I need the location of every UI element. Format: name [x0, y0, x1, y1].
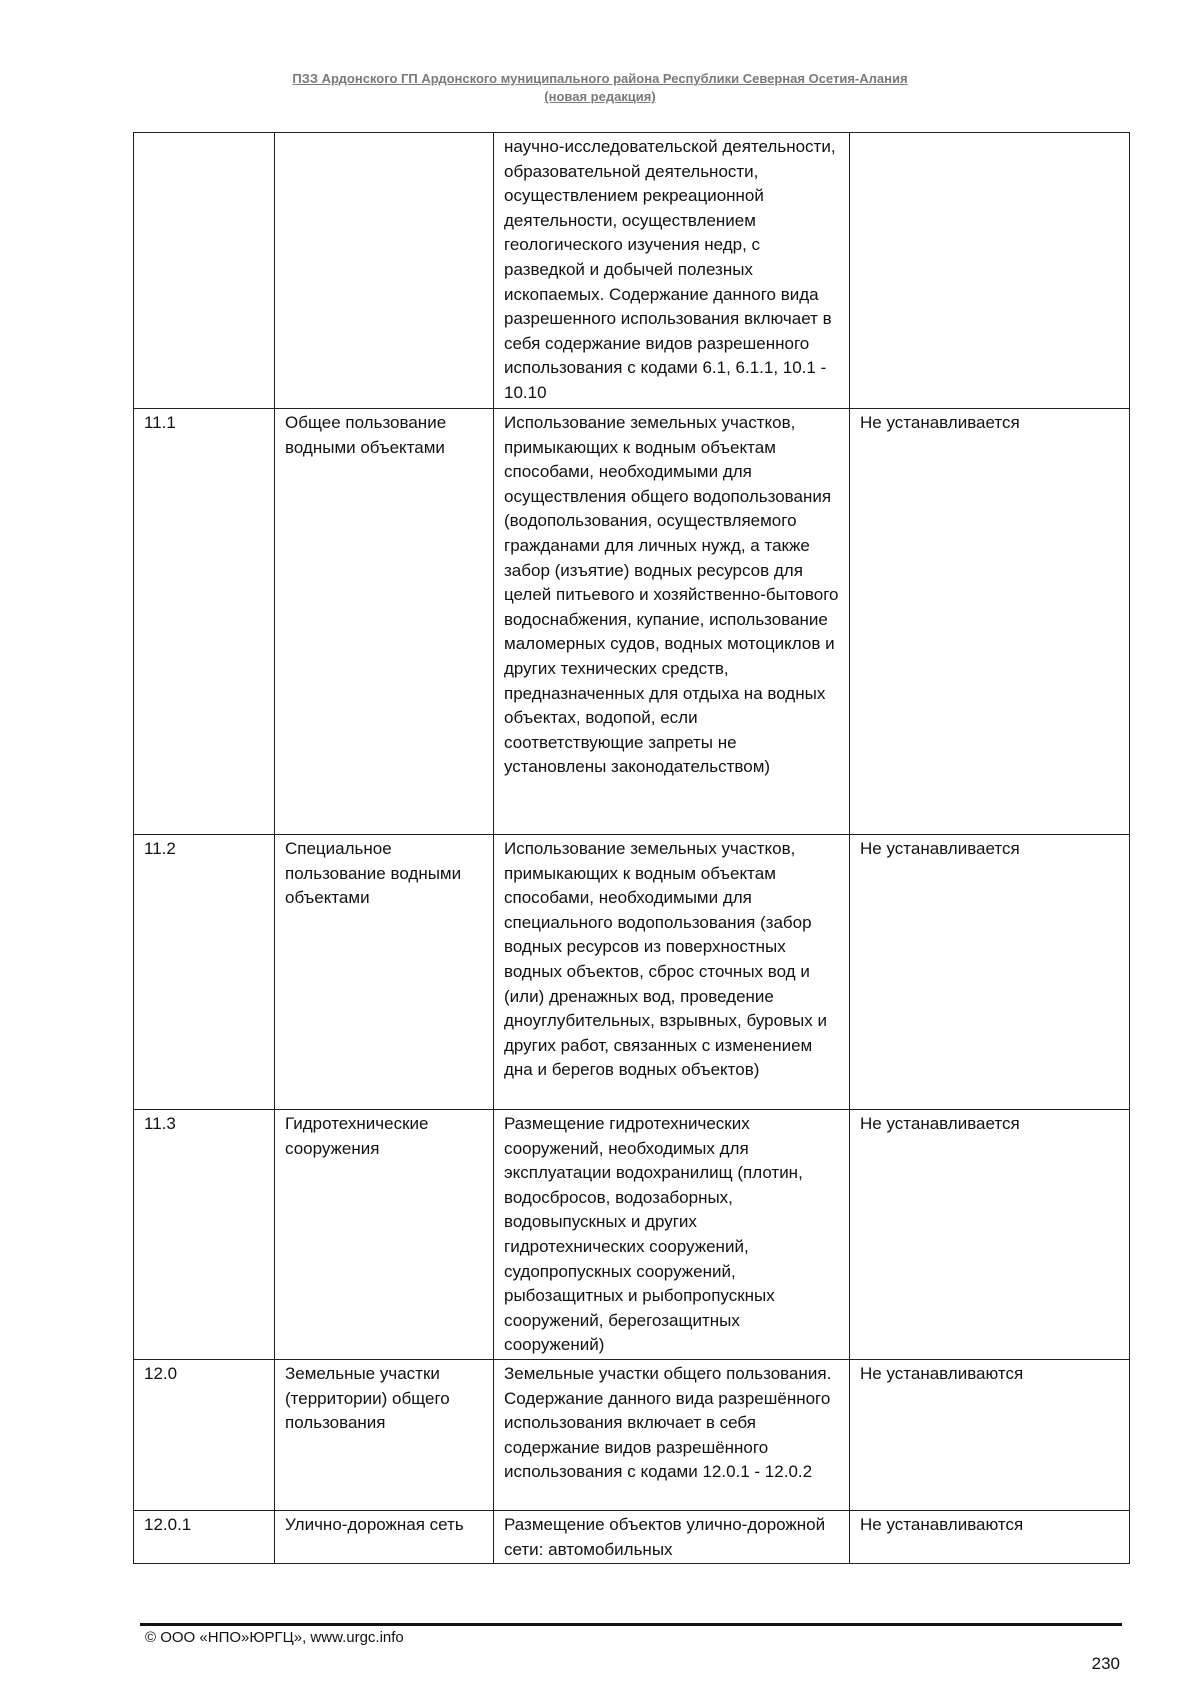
description-cell: Использование земельных участков, примыкающих к водным объектам способами, необходимыми для осуществления общего водопользования (водопользования, осуществляемого гражданами для личных нужд, а также забор (изъятие) водных ресурсов для целей питьевого и хозяйственно-бытового водоснабжения, купание, использование маломерных судов, водных мотоциклов и других технических средств, предназначенных для отдыха на водных объектах, водопой, если соответствующие запреты не установлены законодательством) — [494, 409, 850, 835]
code-cell — [134, 133, 275, 409]
note-cell — [850, 133, 1130, 409]
table-row — [134, 409, 1130, 835]
name-cell: Гидротехнические сооружения — [275, 1110, 494, 1360]
regulations-table — [133, 132, 1130, 1564]
name-cell: Общее пользование водными объектами — [275, 409, 494, 835]
note-cell: Не устанавливается — [850, 1110, 1130, 1360]
description-cell: научно-исследовательской деятельности, образовательной деятельности, осуществлением рекреационной деятельности, осуществлением геологического изучения недр, с разведкой и добычей полезных ископаемых. Содержание данного вида разрешенного использования включает в себя содержание видов разрешенного использования с кодами 6.1, 6.1.1, 10.1 - 10.10 — [494, 133, 850, 409]
name-cell: Земельные участки (территории) общего пользования — [275, 1360, 494, 1511]
name-cell: Специальное пользование водными объектами — [275, 835, 494, 1110]
note-cell: Не устанавливается — [850, 835, 1130, 1110]
note-cell: Не устанавливается — [850, 409, 1130, 835]
description-cell: Размещение гидротехнических сооружений, необходимых для эксплуатации водохранилищ (плотин, водосбросов, водозаборных, водовыпускных и других гидротехнических сооружений, судопропускных сооружений, рыбозащитных и рыбопропускных сооружений, берегозащитных сооружений) — [494, 1110, 850, 1360]
footer-divider — [140, 1623, 1122, 1626]
code-cell: 11.2 — [134, 835, 275, 1110]
code-cell: 11.3 — [134, 1110, 275, 1360]
code-cell: 12.0.1 — [134, 1511, 275, 1564]
header-title: ПЗЗ Ардонского ГП Ардонского муниципального района Республики Северная Осетия-Алания — [292, 71, 908, 86]
footer-copyright: © ООО «НПО»ЮРГЦ», www.urgc.info — [145, 1629, 404, 1646]
table-row — [134, 835, 1130, 1110]
table-row — [134, 1110, 1130, 1360]
note-cell: Не устанавливаются — [850, 1511, 1130, 1564]
header-subtitle: (новая редакция) — [544, 89, 656, 104]
description-cell: Земельные участки общего пользования. Содержание данного вида разрешённого использования включает в себя содержание видов разрешённого использования с кодами 12.0.1 - 12.0.2 — [494, 1360, 850, 1511]
name-cell: Улично-дорожная сеть — [275, 1511, 494, 1564]
page-header — [0, 70, 1200, 106]
note-cell: Не устанавливаются — [850, 1360, 1130, 1511]
table-row — [134, 1511, 1130, 1564]
name-cell — [275, 133, 494, 409]
code-cell: 12.0 — [134, 1360, 275, 1511]
description-cell: Размещение объектов улично-дорожной сети: автомобильных — [494, 1511, 850, 1564]
table-row — [134, 133, 1130, 409]
code-cell: 11.1 — [134, 409, 275, 835]
page-number: 230 — [1091, 1654, 1120, 1673]
description-cell: Использование земельных участков, примыкающих к водным объектам способами, необходимыми для специального водопользования (забор водных ресурсов из поверхностных водных объектов, сброс сточных вод и (или) дренажных вод, проведение дноуглубительных, взрывных, буровых и других работ, связанных с изменением дна и берегов водных объектов) — [494, 835, 850, 1110]
table-row — [134, 1360, 1130, 1511]
